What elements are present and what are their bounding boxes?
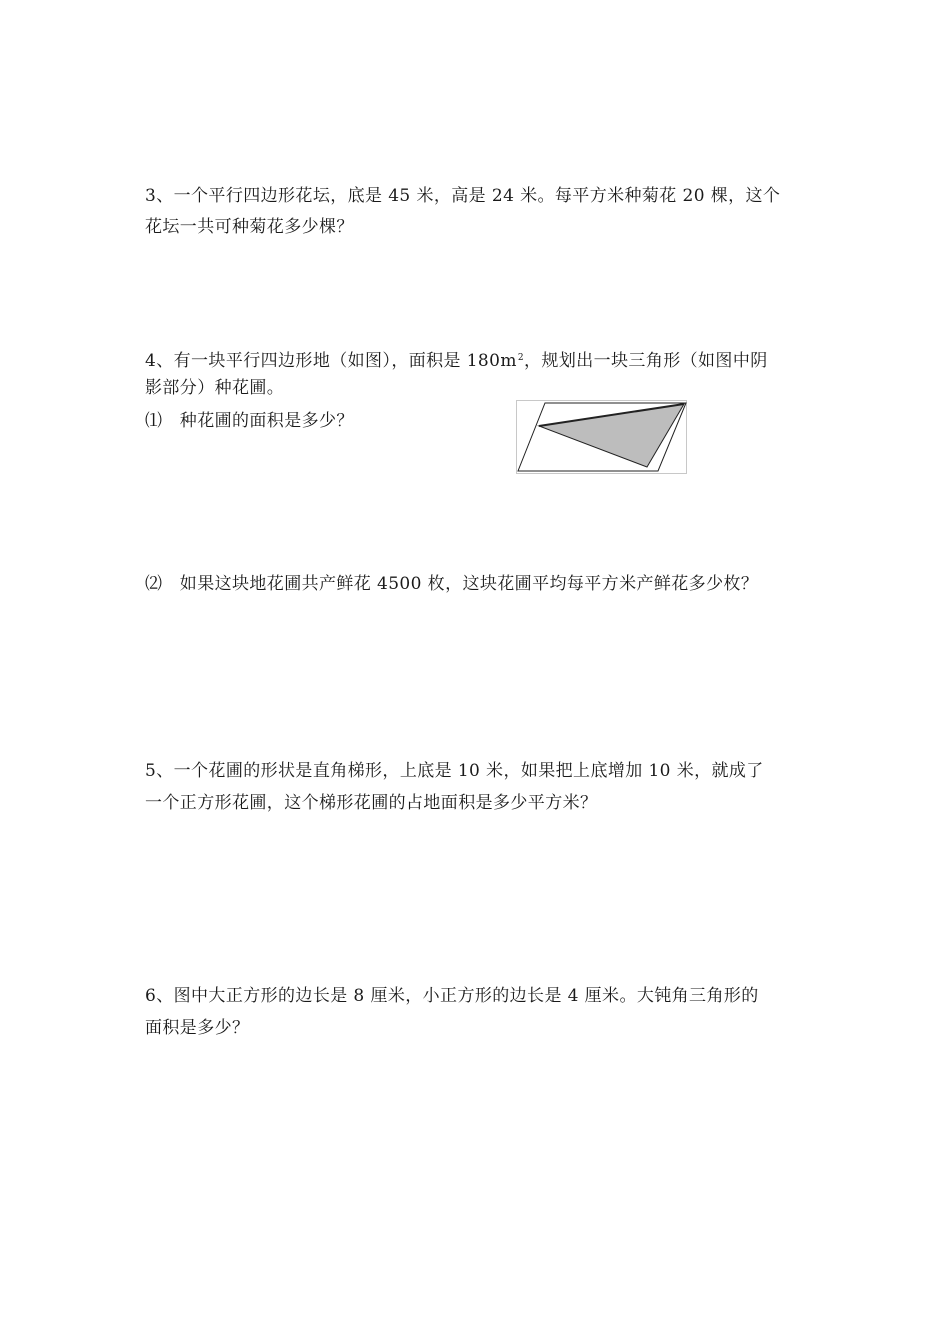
q4-line1 <box>145 347 768 372</box>
q4-sub1: ⑴ 种花圃的面积是多少？ <box>145 411 354 431</box>
parallelogram-figure <box>516 400 687 474</box>
q4-sub2: ⑵ 如果这块地花圃共产鲜花 4500 枚，这块花圃平均每平方米产鲜花多少枚？ <box>145 574 759 594</box>
parallelogram-diagram <box>516 400 687 474</box>
q5-line1: 5、一个花圃的形状是直角梯形，上底是 10 米，如果把上底增加 10 米，就成了 <box>145 761 764 781</box>
q3-line1: 3、一个平行四边形花坛，底是 45 米，高是 24 米。每平方米种菊花 20 棵，这个 <box>145 186 781 206</box>
q4-line1-text: 4、有一块平行四边形地（如图），面积是 180m <box>145 351 517 371</box>
q6-line1: 6、图中大正方形的边长是 8 厘米，小正方形的边长是 4 厘米。大钝角三角形的 <box>145 986 759 1006</box>
q3-line2: 花坛一共可种菊花多少棵？ <box>145 217 354 237</box>
q4-line1-text-end: ，规划出一块三角形（如图中阴 <box>524 351 768 371</box>
q6-line2: 面积是多少？ <box>145 1018 250 1038</box>
q4-area-unit-exponent: 2 <box>517 353 525 363</box>
q4-line2: 影部分）种花圃。 <box>145 378 285 398</box>
q5-line2: 一个正方形花圃，这个梯形花圃的占地面积是多少平方米？ <box>145 793 598 813</box>
